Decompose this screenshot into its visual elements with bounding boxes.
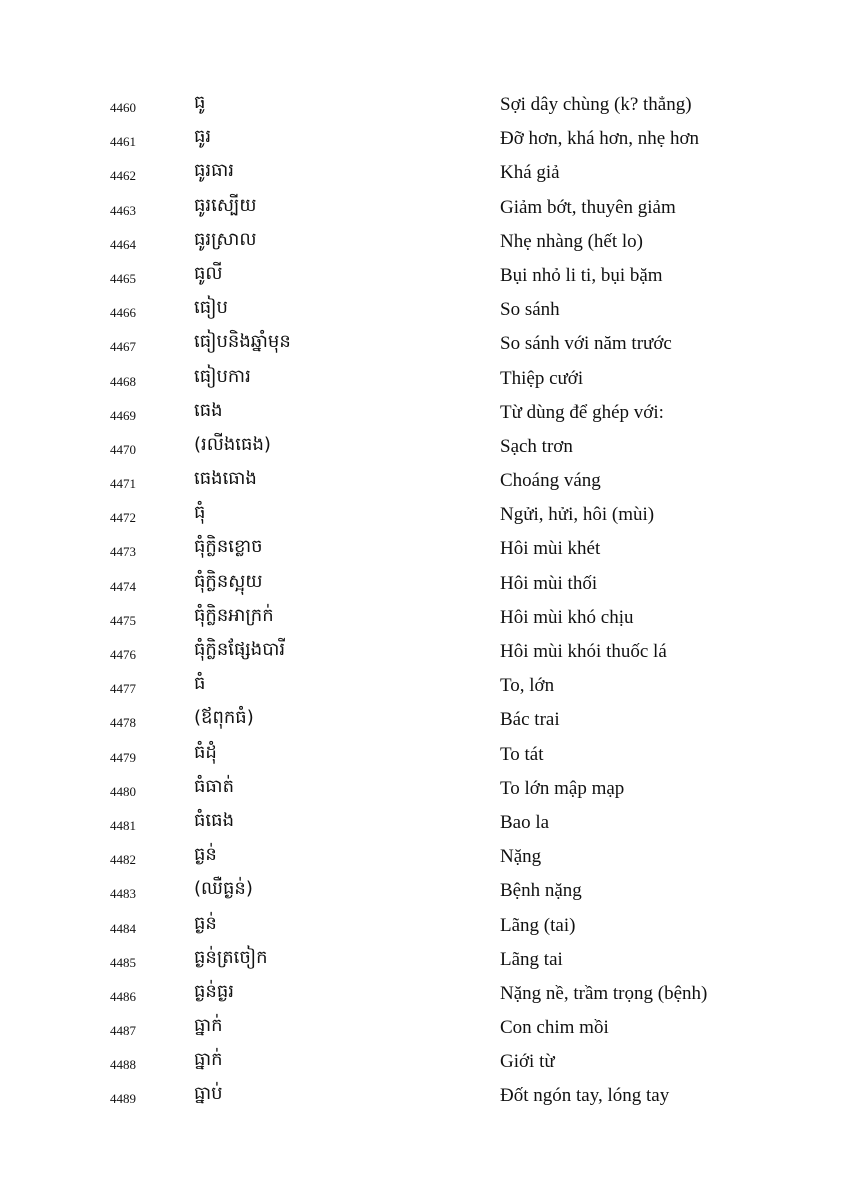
dictionary-entry (0, 327, 848, 361)
dictionary-entry (0, 909, 848, 943)
khmer-term: ធ្ងន់ធ្ងរ (194, 980, 234, 1002)
entry-number: 4482 (110, 852, 136, 868)
vietnamese-translation: Hôi mùi khói thuốc lá (500, 641, 667, 662)
khmer-term: ធូ (194, 92, 206, 113)
entry-number: 4481 (110, 817, 136, 833)
entry-list (0, 88, 848, 1114)
dictionary-entry (0, 943, 848, 977)
khmer-term: ធុំក្លិនខ្លោច (194, 536, 263, 558)
dictionary-entry (0, 88, 848, 122)
dictionary-entry (0, 840, 848, 874)
khmer-term: ធុំក្លិនអាក្រក់ (194, 604, 274, 626)
vietnamese-translation: Giảm bớt, thuyên giảm (500, 196, 676, 218)
dictionary-entry (0, 464, 848, 498)
dictionary-entry (0, 532, 848, 566)
vietnamese-translation: Đỡ hơn, khá hơn, nhẹ hơn (500, 128, 700, 150)
dictionary-entry (0, 601, 848, 635)
dictionary-entry (0, 225, 848, 259)
entry-number: 4470 (110, 441, 136, 457)
dictionary-entry (0, 156, 848, 190)
dictionary-entry (0, 635, 848, 669)
entry-number: 4471 (110, 476, 136, 492)
entry-number: 4476 (110, 647, 136, 662)
entry-number: 4462 (110, 168, 136, 184)
entry-number: 4477 (110, 681, 136, 697)
khmer-term: ធ្ងន់ (194, 844, 217, 866)
entry-number: 4475 (110, 612, 136, 628)
dictionary-entry (0, 293, 848, 327)
dictionary-entry (0, 977, 848, 1011)
vietnamese-translation: Đốt ngón tay, lóng tay (500, 1085, 670, 1107)
dictionary-entry (0, 259, 848, 293)
vietnamese-translation: Hôi mùi thối (500, 572, 598, 594)
dictionary-entry (0, 362, 848, 396)
vietnamese-translation: To tát (500, 743, 544, 765)
vietnamese-translation: Lãng (tai) (500, 914, 576, 936)
entry-number: 4463 (110, 202, 136, 218)
khmer-term: ធ្ងន់ (194, 912, 217, 934)
entry-number: 4472 (110, 510, 136, 526)
khmer-term: ធេង (194, 399, 223, 421)
vietnamese-translation: Thiệp cưới (500, 367, 584, 389)
vietnamese-translation: Ngửi, hửi, hôi (mùi) (500, 504, 655, 526)
entry-number: 4464 (110, 236, 136, 252)
khmer-term: ធ្នាក់ (194, 1015, 223, 1037)
entry-number: 4465 (110, 270, 136, 286)
khmer-term: ធៀបការ (194, 365, 251, 387)
vietnamese-translation: Nặng nề, trầm trọng (bệnh) (500, 982, 708, 1004)
entry-number: 4474 (110, 578, 136, 594)
khmer-term: (ឪពុកធំ) (194, 707, 254, 729)
khmer-term: ធៀប (194, 297, 228, 319)
khmer-term: ធូរស្រាល (194, 228, 257, 250)
vietnamese-translation: So sánh (500, 299, 560, 321)
khmer-term: (រលីងធេង) (194, 433, 271, 455)
entry-number: 4486 (110, 988, 136, 1004)
dictionary-entry (0, 806, 848, 840)
vietnamese-translation: Bác trai (500, 709, 560, 731)
khmer-term: ធេងធោង (194, 468, 257, 490)
dictionary-entry (0, 1011, 848, 1045)
vietnamese-translation: Nhẹ nhàng (hết lo) (500, 230, 643, 252)
khmer-term: ធុំក្លិនផ្សែងបារី (194, 639, 286, 660)
khmer-term: ធំ (194, 673, 206, 695)
khmer-term: ធំដុំ (194, 741, 217, 763)
entry-number: 4483 (110, 886, 136, 902)
vietnamese-translation: Hôi mùi khét (500, 538, 601, 560)
dictionary-entry (0, 703, 848, 737)
dictionary-entry (0, 396, 848, 430)
khmer-term: ធ្នាប់ (194, 1083, 223, 1105)
entry-number: 4466 (110, 305, 136, 321)
khmer-term: ធៀបនិងឆ្នាំមុន (194, 331, 291, 353)
vietnamese-translation: Bệnh nặng (500, 880, 582, 902)
khmer-term: ធូរ (194, 126, 212, 148)
vietnamese-translation: To lớn mập mạp (500, 777, 625, 799)
vietnamese-translation: Bụi nhỏ li ti, bụi bặm (500, 264, 663, 286)
dictionary-entry (0, 874, 848, 908)
vietnamese-translation: Sạch trơn (500, 435, 573, 457)
khmer-term: ធំធាត់ (194, 775, 234, 797)
khmer-term: ធូលី (194, 262, 223, 284)
vietnamese-translation: Nặng (500, 846, 542, 868)
entry-number: 4489 (110, 1091, 136, 1107)
khmer-term: (ឈឺធ្ងន់) (194, 878, 253, 900)
entry-number: 4469 (110, 407, 136, 423)
entry-number: 4460 (110, 100, 136, 115)
khmer-term: ធំធេង (194, 809, 234, 831)
khmer-term: ធុំក្លិនស្អុយ (194, 570, 263, 592)
vietnamese-translation: Giới từ (500, 1051, 555, 1073)
vietnamese-translation: To, lớn (500, 675, 555, 697)
entry-number: 4488 (110, 1057, 136, 1073)
vietnamese-translation: Khá giả (500, 162, 560, 184)
entry-number: 4480 (110, 783, 136, 799)
entry-number: 4484 (110, 920, 136, 936)
entry-number: 4479 (110, 749, 136, 765)
entry-number: 4485 (110, 954, 136, 970)
vietnamese-translation: Từ dùng để ghép với: (500, 401, 664, 423)
dictionary-entry (0, 498, 848, 532)
entry-number: 4478 (110, 715, 136, 731)
entry-number: 4467 (110, 339, 136, 355)
vietnamese-translation: So sánh với năm trước (500, 333, 672, 355)
dictionary-entry (0, 191, 848, 225)
dictionary-entry (0, 122, 848, 156)
khmer-term: ធុំ (194, 502, 206, 524)
entry-number: 4487 (110, 1023, 136, 1039)
vietnamese-translation: Sợi dây chùng (k? thẳng) (500, 94, 692, 115)
dictionary-entry (0, 738, 848, 772)
khmer-term: ធូរស្បើយ (194, 194, 257, 216)
dictionary-entry (0, 1045, 848, 1079)
entry-number: 4473 (110, 544, 136, 560)
dictionary-entry (0, 669, 848, 703)
dictionary-entry (0, 430, 848, 464)
entry-number: 4461 (110, 134, 136, 150)
vietnamese-translation: Bao la (500, 811, 550, 833)
dictionary-entry (0, 772, 848, 806)
vietnamese-translation: Lãng tai (500, 948, 563, 970)
vietnamese-translation: Choáng váng (500, 470, 601, 492)
dictionary-entry (0, 1079, 848, 1113)
khmer-term: ធ្នាក់ (194, 1049, 223, 1071)
khmer-term: ធូរធារ (194, 160, 234, 182)
vietnamese-translation: Con chim mồi (500, 1017, 609, 1039)
dictionary-entry (0, 567, 848, 601)
entry-number: 4468 (110, 373, 136, 389)
vietnamese-translation: Hôi mùi khó chịu (500, 606, 634, 628)
khmer-term: ធ្ងន់ត្រចៀក (194, 946, 268, 968)
